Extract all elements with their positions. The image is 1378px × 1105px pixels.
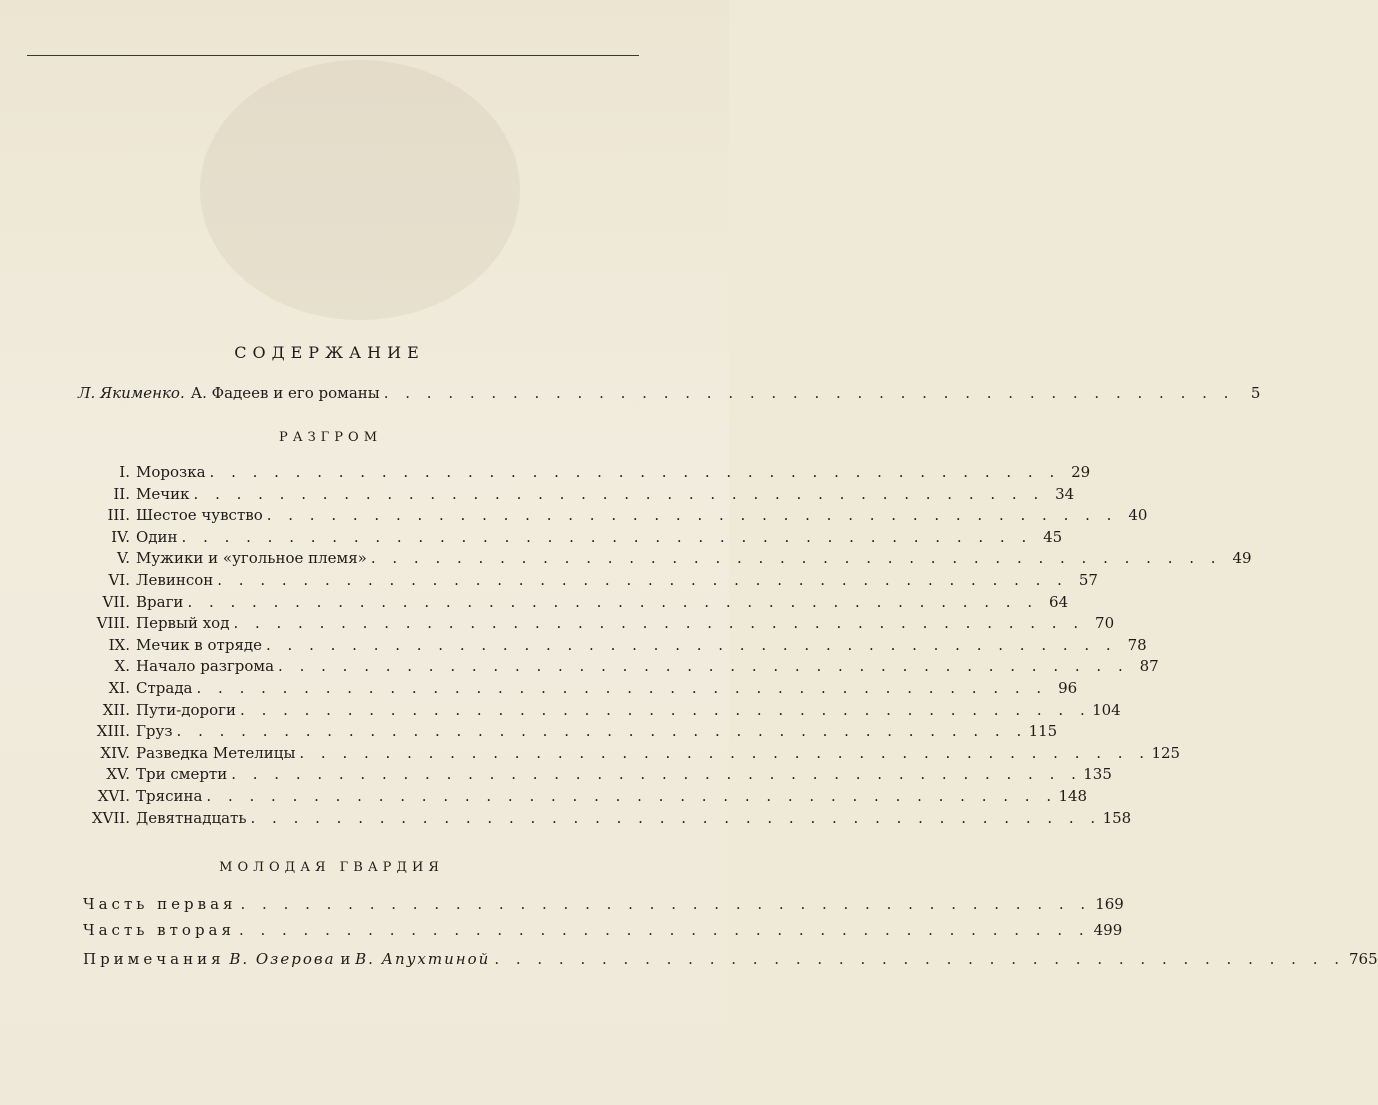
- chapter-entry[interactable]: [72, 484, 1075, 507]
- chapter-page: 148: [1058, 786, 1088, 805]
- chapter-numeral: XVI.: [97, 786, 130, 805]
- chapter-page: 34: [1055, 484, 1075, 503]
- chapter-page: 70: [1095, 614, 1115, 633]
- chapter-page: 96: [1058, 678, 1078, 697]
- chapter-numeral: XVII.: [91, 808, 130, 827]
- part-page: 169: [1095, 895, 1124, 913]
- notes-label: Примечания: [83, 950, 225, 968]
- leader-dots: . . . . . . . . . . . . . . . . . . . . . . . . . . . . . . . . . . . . . . . .: [266, 635, 1117, 654]
- chapter-title: Первый ход: [136, 614, 230, 633]
- chapter-entry[interactable]: [72, 657, 1159, 679]
- intro-author: Л. Якименко.: [78, 384, 185, 402]
- chapter-numeral: IV.: [111, 527, 130, 546]
- intro-page: 5: [1250, 384, 1261, 402]
- leader-dots: . . . . . . . . . . . . . . . . . . . . . . . . . . . . . . . . . . . . . . . .: [196, 678, 1048, 697]
- chapter-page: 78: [1127, 635, 1147, 654]
- chapter-page: 64: [1049, 592, 1069, 611]
- chapter-title: Мужики и «угольное племя»: [136, 549, 367, 568]
- chapter-title: Морозка: [136, 463, 206, 481]
- chapter-title: Трясина: [136, 786, 203, 805]
- chapter-entry[interactable]: [72, 722, 1058, 744]
- chapter-page: 125: [1151, 743, 1181, 762]
- chapter-page: 158: [1102, 808, 1132, 827]
- chapter-entry[interactable]: [72, 635, 1147, 658]
- chapter-numeral: IX.: [108, 635, 130, 654]
- chapter-title: Шестое чувство: [136, 506, 263, 525]
- leader-dots: . . . . . . . . . . . . . . . . . . . . . . . . . . . . . . . . . . . . . . . .: [278, 657, 1129, 676]
- leader-dots: . . . . . . . . . . . . . . . . . . . . . . . . . . . . . . . . . . . . . . . .: [209, 463, 1061, 481]
- chapter-entry[interactable]: [72, 570, 1098, 593]
- chapter-entry[interactable]: [72, 463, 1091, 485]
- chapter-numeral: X.: [114, 657, 130, 676]
- leader-dots: . . . . . . . . . . . . . . . . . . . . . . . . . . . . . . . . . . . . . . . .: [238, 921, 1090, 939]
- chapter-numeral: XI.: [108, 678, 130, 697]
- leader-dots: . . . . . . . . . . . . . . . . . . . . . . . . . . . . . . . . . . . . . . . .: [240, 700, 1091, 719]
- leader-dots: . . . . . . . . . . . . . . . . . . . . . . . . . . . . . . . . . . . . . . . .: [176, 722, 1028, 741]
- chapter-numeral: XII.: [102, 700, 130, 719]
- leader-dots: . . . . . . . . . . . . . . . . . . . . . . . . . . . . . . . . . . . . . . . .: [299, 743, 1151, 762]
- leader-dots: . . . . . . . . . . . . . . . . . . . . . . . . . . . . . . . . . . . . . . . .: [250, 808, 1102, 827]
- chapter-entry[interactable]: [72, 527, 1063, 550]
- chapter-title: Груз: [136, 722, 173, 741]
- leader-dots: . . . . . . . . . . . . . . . . . . . . . . . . . . . . . . . . . . . . . . . .: [193, 484, 1045, 503]
- chapter-numeral: I.: [119, 463, 130, 481]
- part-title: Часть первая: [83, 895, 237, 913]
- chapter-numeral: VI.: [108, 570, 130, 589]
- top-rule: [27, 55, 639, 56]
- chapter-numeral: III.: [107, 506, 130, 525]
- chapter-entry[interactable]: [72, 765, 1112, 787]
- contents-heading: СОДЕРЖАНИЕ: [234, 343, 425, 362]
- chapter-entry[interactable]: [72, 614, 1115, 636]
- intro-title: А. Фадеев и его романы: [190, 384, 380, 402]
- chapter-numeral: XV.: [106, 765, 130, 784]
- chapter-entry[interactable]: [72, 592, 1069, 615]
- chapter-numeral: VIII.: [96, 614, 130, 633]
- chapter-title: Начало разгрома: [136, 657, 275, 676]
- part-entry[interactable]: [83, 921, 1123, 939]
- notes-page: 765: [1349, 950, 1378, 968]
- chapter-title: Страда: [136, 678, 193, 697]
- chapter-title: Три смерти: [136, 765, 228, 784]
- intro-entry[interactable]: [78, 384, 1261, 402]
- intro-label: [78, 384, 384, 402]
- leader-dots: . . . . . . . . . . . . . . . . . . . . . . . . . . . . . . . . . . . . . . . .: [206, 786, 1058, 805]
- chapter-entry[interactable]: [72, 506, 1148, 528]
- razgrom-chapter-list: [72, 463, 1252, 830]
- leader-dots: . . . . . . . . . . . . . . . . . . . . . . . . . . . . . . . . . . . . . . . .: [240, 895, 1092, 913]
- chapter-title: Один: [136, 527, 178, 546]
- chapter-title: Мечик в отряде: [136, 635, 263, 654]
- leader-dots: . . . . . . . . . . . . . . . . . . . . . . . . . . . . . . . . . . . . . . . .: [383, 384, 1235, 402]
- part-entry[interactable]: [83, 895, 1124, 913]
- notes-conjunction: и: [340, 950, 351, 968]
- chapter-title: Враги: [136, 592, 184, 611]
- chapter-title: Левинсон: [136, 570, 214, 589]
- chapter-title: Разведка Метелицы: [136, 743, 296, 762]
- part-page: 499: [1093, 921, 1123, 939]
- leader-dots: . . . . . . . . . . . . . . . . . . . . . . . . . . . . . . . . . . . . . . . .: [187, 592, 1039, 611]
- notes-author-2: В. Апухтиной: [355, 950, 491, 968]
- chapter-page: 49: [1232, 549, 1252, 568]
- chapter-title: Мечик: [136, 484, 190, 503]
- notes-entry[interactable]: [83, 950, 1378, 968]
- chapter-entry[interactable]: [72, 808, 1132, 831]
- leader-dots: . . . . . . . . . . . . . . . . . . . . . . . . . . . . . . . . . . . . . . . .: [370, 549, 1222, 568]
- chapter-numeral: V.: [117, 549, 130, 568]
- leader-dots: . . . . . . . . . . . . . . . . . . . . . . . . . . . . . . . . . . . . . . . .: [494, 950, 1346, 968]
- chapter-entry[interactable]: [72, 786, 1088, 809]
- chapter-entry[interactable]: [72, 678, 1078, 701]
- leader-dots: . . . . . . . . . . . . . . . . . . . . . . . . . . . . . . . . . . . . . . . .: [231, 765, 1082, 784]
- chapter-page: 104: [1092, 700, 1121, 719]
- molodaya-gvardiya-heading: МОЛОДАЯ ГВАРДИЯ: [219, 860, 444, 875]
- leader-dots: . . . . . . . . . . . . . . . . . . . . . . . . . . . . . . . . . . . . . . . .: [266, 506, 1118, 525]
- leader-dots: . . . . . . . . . . . . . . . . . . . . . . . . . . . . . . . . . . . . . . . .: [217, 570, 1068, 589]
- leader-dots: . . . . . . . . . . . . . . . . . . . . . . . . . . . . . . . . . . . . . . . .: [233, 614, 1085, 633]
- chapter-page: 115: [1028, 722, 1058, 741]
- chapter-numeral: II.: [113, 484, 130, 503]
- chapter-title: Девятнадцать: [136, 808, 247, 827]
- chapter-page: 29: [1071, 463, 1091, 481]
- chapter-page: 40: [1128, 506, 1148, 525]
- chapter-numeral: XIV.: [100, 743, 130, 762]
- chapter-page: 87: [1139, 657, 1159, 676]
- bleed-through-smudge: [200, 60, 520, 320]
- notes-label-group: [83, 950, 494, 968]
- leader-dots: . . . . . . . . . . . . . . . . . . . . . . . . . . . . . . . . . . . . . . . .: [181, 527, 1033, 546]
- chapter-numeral: XIII.: [96, 722, 130, 741]
- chapter-page: 57: [1078, 570, 1098, 589]
- razgrom-heading: РАЗГРОМ: [278, 430, 382, 445]
- chapter-numeral: VII.: [102, 592, 130, 611]
- chapter-title: Пути-дороги: [136, 700, 237, 719]
- chapter-page: 135: [1083, 765, 1112, 784]
- chapter-page: 45: [1043, 527, 1063, 546]
- part-title: Часть вторая: [83, 921, 235, 939]
- notes-author-1: В. Озерова: [229, 950, 336, 968]
- chapter-entry[interactable]: [72, 743, 1181, 766]
- chapter-entry[interactable]: [72, 700, 1121, 723]
- chapter-entry[interactable]: [72, 549, 1252, 571]
